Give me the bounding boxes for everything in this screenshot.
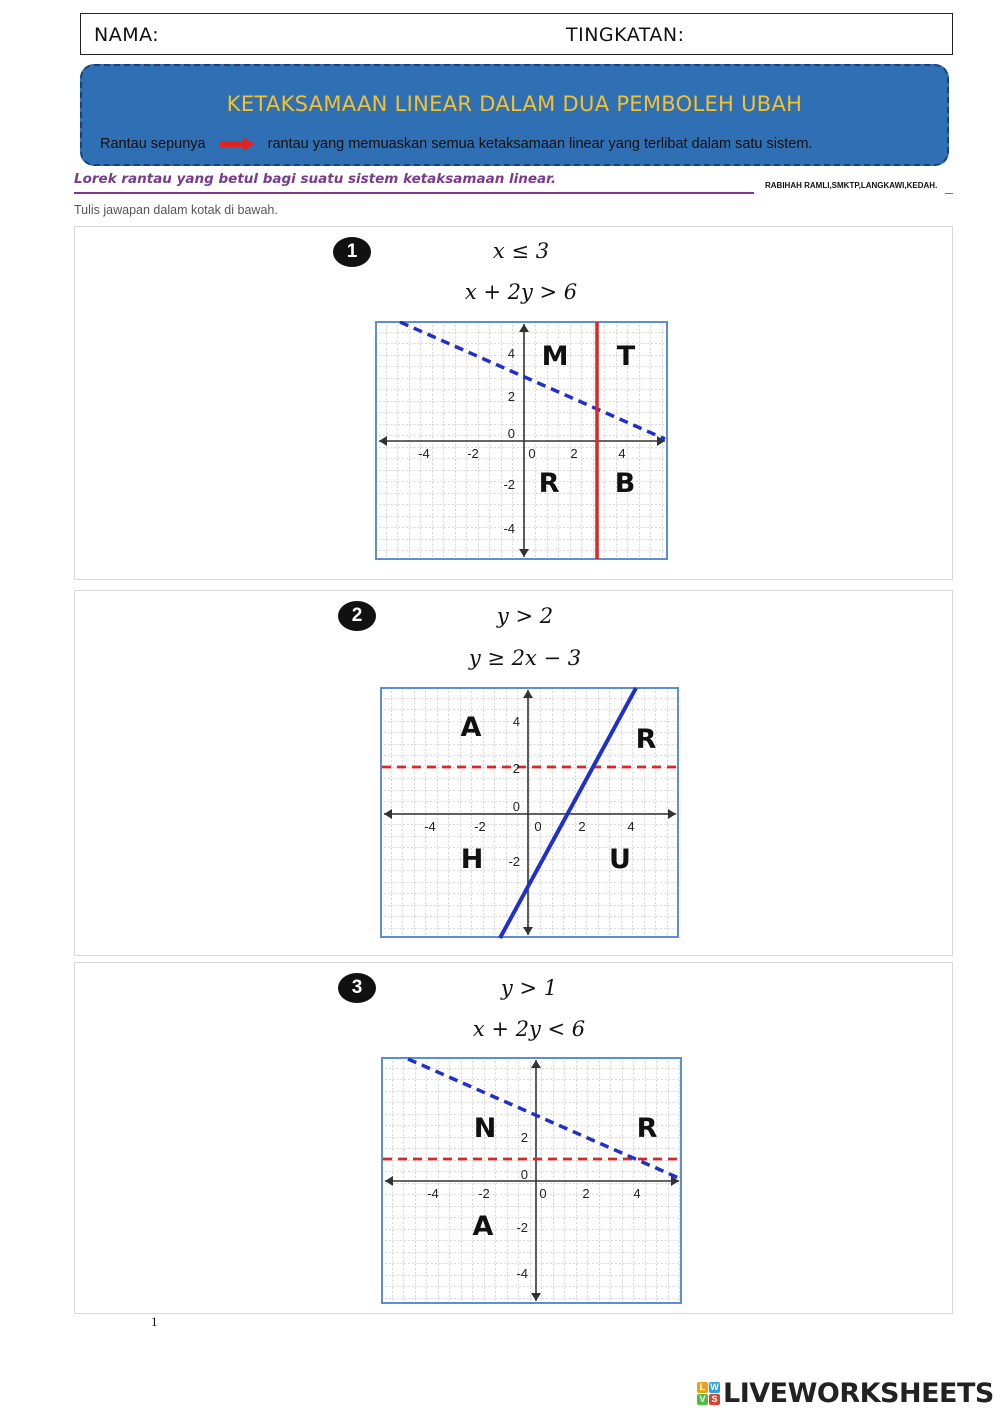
q1-origin-label: 0: [507, 426, 515, 441]
liveworksheets-logo-icon: [697, 1382, 720, 1405]
tingkatan-label: TINGKATAN:: [566, 24, 685, 46]
q3-region-r[interactable]: R: [636, 1113, 658, 1144]
definition-term: Rantau sepunya: [100, 136, 206, 152]
q2-origin-label: 0: [512, 799, 520, 814]
q3-region-a[interactable]: A: [472, 1211, 494, 1242]
q2-xtick-1: -4: [424, 819, 436, 834]
logo-letter-v: V: [697, 1394, 708, 1405]
q3-xtick-3: 0: [539, 1186, 547, 1201]
question-number-1: 1: [333, 237, 371, 267]
q2-graph-svg: [380, 687, 680, 939]
q2-graph[interactable]: [380, 687, 680, 939]
definition-text: rantau yang memuaskan semua ketaksamaan linear yang terlibat dalam satu sistem.: [267, 136, 813, 152]
q3-graph-svg: [381, 1057, 683, 1305]
q1-ytick-4: -4: [503, 521, 515, 536]
q1-inequality-2: x + 2y > 6: [464, 280, 578, 304]
q2-ytick-2: 2: [512, 761, 520, 776]
q2-region-a[interactable]: A: [460, 712, 482, 743]
q2-grid: [381, 688, 678, 937]
q2-inequality-1: y > 2: [496, 604, 554, 628]
question-box-3[interactable]: [74, 962, 953, 1314]
author-credit: RABIHAH RAMLI,SMKTP,LANGKAWI,KEDAH.: [765, 181, 938, 190]
q3-xtick-2: -2: [478, 1186, 490, 1201]
q3-inequality-2: x + 2y < 6: [472, 1017, 586, 1041]
instruction-underline: [74, 192, 754, 194]
q1-region-m[interactable]: M: [541, 341, 569, 372]
q3-region-n[interactable]: N: [473, 1113, 497, 1144]
q3-ytick-1: 2: [520, 1130, 528, 1145]
instruction: Lorek rantau yang betul bagi suatu sistem ketaksamaan linear.: [74, 171, 557, 187]
q1-region-t[interactable]: T: [616, 341, 636, 372]
q3-ytick-2: -2: [516, 1220, 528, 1235]
q1-graph-svg: [375, 321, 669, 561]
q2-region-r[interactable]: R: [635, 724, 657, 755]
question-number-2: 2: [338, 601, 376, 631]
q2-xtick-2: -2: [474, 819, 486, 834]
q1-ytick-3: -2: [503, 477, 515, 492]
q1-xtick-2: -2: [467, 446, 479, 461]
question-number-3: 3: [338, 973, 376, 1003]
q3-origin-label: 0: [520, 1167, 528, 1182]
question-box-2[interactable]: [74, 590, 953, 956]
q1-region-b[interactable]: B: [614, 468, 636, 499]
page-number: 1: [151, 1314, 158, 1329]
q1-xtick-3: 0: [528, 446, 536, 461]
q2-xtick-3: 0: [534, 819, 542, 834]
q2-xtick-5: 4: [627, 819, 635, 834]
brand-footer[interactable]: [697, 1378, 994, 1409]
q1-xtick-5: 4: [618, 446, 626, 461]
definition-row: [100, 136, 812, 152]
brand-name: LIVEWORKSHEETS: [723, 1378, 994, 1409]
q3-xtick-4: 2: [582, 1186, 590, 1201]
q2-region-u[interactable]: U: [609, 844, 631, 875]
q2-ytick-1: 4: [512, 714, 520, 729]
q3-ytick-3: -4: [516, 1266, 528, 1281]
q1-region-r[interactable]: R: [538, 468, 560, 499]
answer-note: Tulis jawapan dalam kotak di bawah.: [74, 203, 278, 217]
q1-graph[interactable]: [375, 321, 669, 561]
q2-ytick-3: -2: [508, 854, 520, 869]
question-box-1[interactable]: [74, 226, 953, 580]
topic-banner: [80, 64, 949, 166]
right-arrow-icon: [219, 137, 255, 151]
q1-xtick-1: -4: [418, 446, 430, 461]
q1-inequality-1: x ≤ 3: [492, 239, 550, 263]
q1-xtick-4: 2: [570, 446, 578, 461]
author-underline: [945, 193, 953, 194]
topic-title: KETAKSAMAAN LINEAR DALAM DUA PEMBOLEH UBAH: [226, 92, 803, 116]
q3-xtick-1: -4: [427, 1186, 439, 1201]
q3-xtick-5: 4: [633, 1186, 641, 1201]
logo-letter-s: S: [709, 1394, 720, 1405]
header-box: [80, 13, 953, 55]
logo-letter-l: L: [697, 1382, 708, 1393]
q2-xtick-4: 2: [578, 819, 586, 834]
q2-region-h[interactable]: H: [460, 844, 484, 875]
logo-letter-w: W: [710, 1382, 719, 1392]
q3-graph[interactable]: [381, 1057, 683, 1305]
nama-label: NAMA:: [94, 24, 160, 46]
q2-inequality-2: y ≥ 2x − 3: [468, 646, 582, 670]
q1-ytick-2: 2: [507, 389, 515, 404]
q3-inequality-1: y > 1: [500, 976, 558, 1000]
q1-ytick-1: 4: [507, 346, 515, 361]
